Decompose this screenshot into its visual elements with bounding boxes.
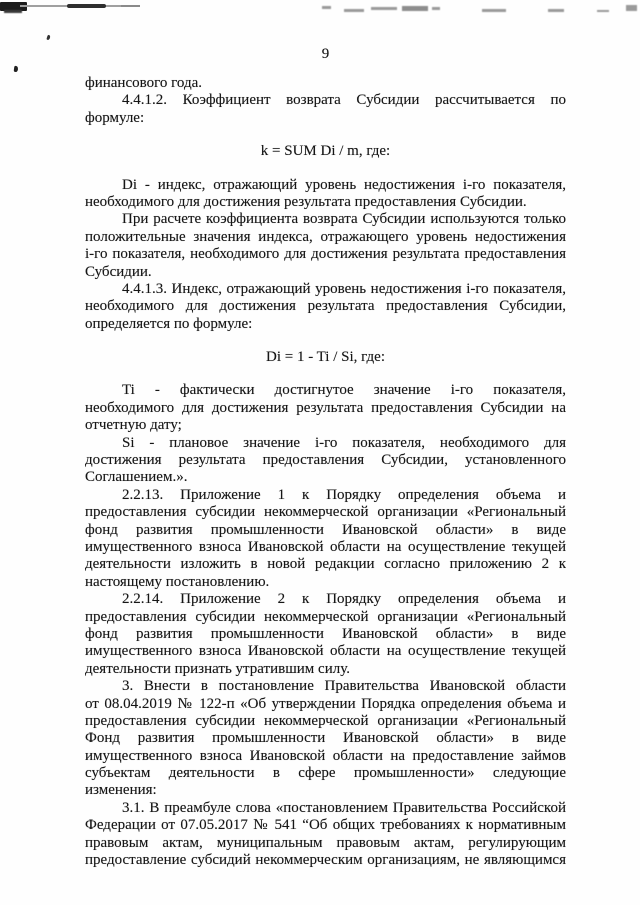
text-line: имущественного взноса Ивановской области на предоставление займов [85,747,566,764]
text-line: деятельности изложить в новой редакции согласно приложению 2 к [85,556,566,573]
scan-noise [482,9,506,12]
text-line: 2.2.14. Приложение 2 к Порядку определения объема и [122,591,566,608]
text-line: i-го показателя, необходимого для достижения результата предоставления [85,246,566,263]
scan-streak-dark [67,4,106,8]
text-line: Соглашением.». [85,469,188,486]
formula-line: Di = 1 - Ti / Si, где: [265,349,386,366]
scan-streak-dash [121,5,140,7]
text-line: необходимого для достижения результата предоставления Субсидии. [85,193,527,210]
text-line: Фонд развития промышленности Ивановской области» в виде [85,730,566,747]
text-line: предоставление субсидий некоммерческим организациям, не являющимся [85,852,566,869]
text-line: Di - индекс, отражающий уровень недостижения i-го показателя, [122,176,566,193]
text-line: субъектам деятельности в сфере промышленности» следующие [85,765,566,782]
text-line: деятельности признать утратившим силу. [85,660,350,677]
text-line: необходимого для достижения результата предоставления Субсидии, [85,298,566,315]
scan-noise [432,7,440,10]
text-line: Ti - фактически достигнутое значение i-го показателя, [122,382,566,399]
text-line: настоящему постановлению. [85,573,270,590]
scan-noise [322,6,331,9]
text-line: Si - плановое значение i-го показателя, необходимого для [122,434,566,451]
scan-speck [14,66,19,72]
text-line: предоставления субсидии некоммерческой организации «Региональный [85,608,566,625]
scan-noise [402,6,428,11]
text-line: 3. Внести в постановление Правительства Ивановской области [122,678,566,695]
scan-noise [371,7,397,10]
text-line: положительные значения индекса, отражающего уровень недостижения [85,228,566,245]
text-line: имущественного взноса Ивановской области на осуществление текущей [85,538,566,555]
text-line: изменения: [85,782,157,799]
scan-noise [344,9,364,12]
scan-noise [548,9,564,12]
scan-noise [597,10,609,12]
scan-streak [20,5,138,7]
scan-noise [626,5,637,11]
scan-ink-blob [0,2,27,11]
text-line: имущественного взноса Ивановской области на осуществление текущей [85,643,566,660]
text-line: 2.2.13. Приложение 1 к Порядку определения объема и [122,486,566,503]
text-line: определяется по формуле: [85,315,253,332]
text-line: правовым актам, муниципальным правовым актам, регулирующим [85,834,566,851]
text-line: При расчете коэффициента возврата Субсидии используются только [122,211,566,228]
page-number: 9 [321,46,330,62]
text-line: фонд развития промышленности Ивановской области» в виде [85,521,566,538]
scan-speck [46,35,50,41]
text-line: Федерации от 07.05.2017 № 541 “Об общих требованиях к нормативным [85,817,566,834]
text-line: формуле: [85,109,145,126]
text-line: фонд развития промышленности Ивановской области» в виде [85,625,566,642]
text-line: Субсидии. [85,263,152,280]
text-line: отчетную дату; [85,417,182,434]
text-line: 4.4.1.3. Индекс, отражающий уровень недостижения i-го показателя, [122,280,566,297]
text-line: предоставления субсидии некоммерческой организации «Региональный [85,504,566,521]
text-line: 3.1. В преамбуле слова «постановлением Правительства Российской [122,799,566,816]
document-body [85,75,566,869]
text-line: 4.4.1.2. Коэффициент возврата Субсидии рассчитывается по [122,92,566,109]
text-line: достижения результата предоставления Субсидии, установленного [85,452,566,469]
text-line: предоставления субсидии некоммерческой организации «Региональный [85,712,566,729]
text-line: от 08.04.2019 № 122-п «Об утверждении Порядка определения объема и [85,695,566,712]
text-line: необходимого для достижения результата предоставления Субсидии на [85,399,566,416]
scan-ink-smudge [4,10,22,13]
text-line: финансового года. [85,75,203,91]
formula-line: k = SUM Di / m, где: [260,143,391,160]
